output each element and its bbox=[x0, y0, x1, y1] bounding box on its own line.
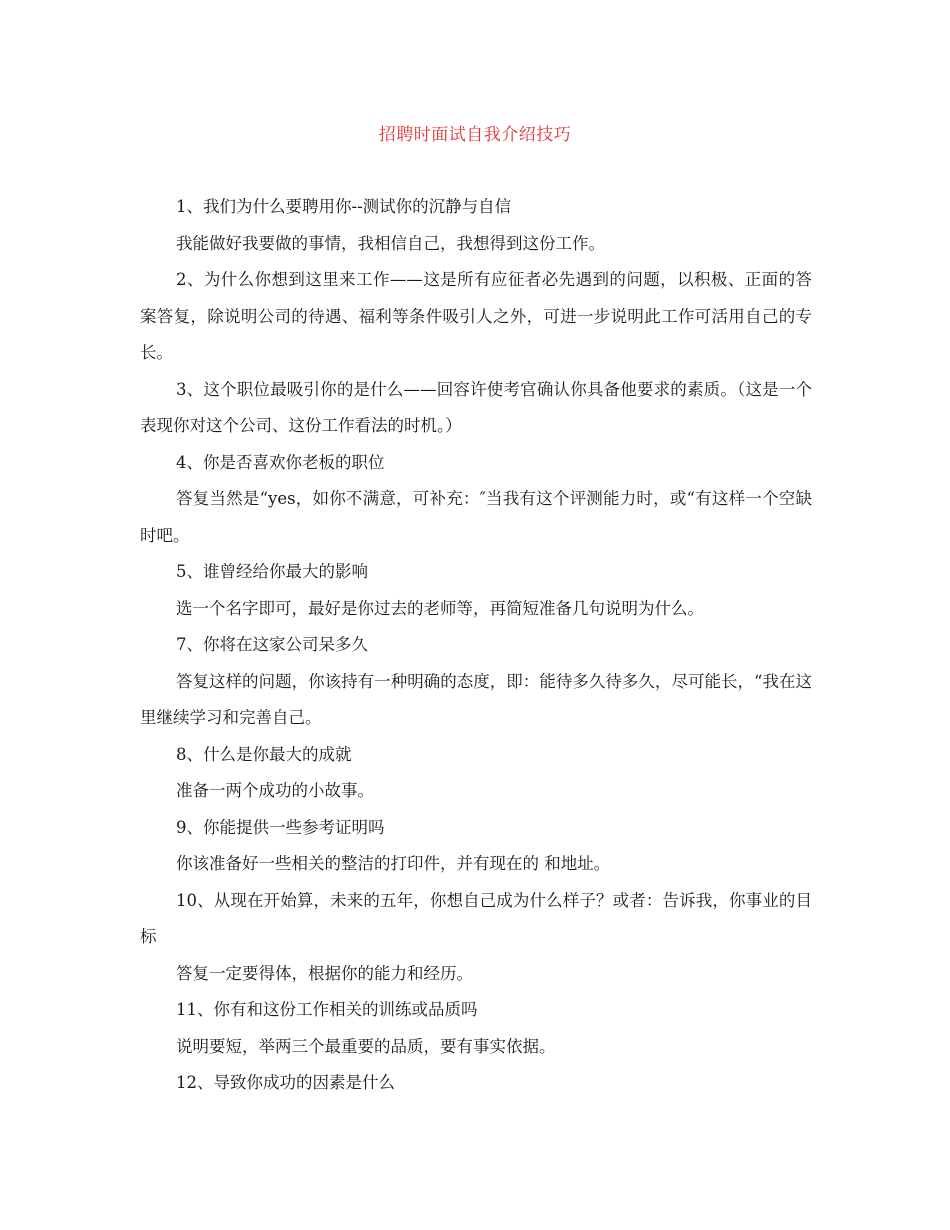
paragraph: 11、你有和这份工作相关的训练或品质吗 bbox=[176, 1000, 478, 1019]
paragraph: 说明要短，举两三个最重要的品质，要有事实依据。 bbox=[176, 1036, 556, 1056]
document-title: 招聘时面试自我介绍技巧 bbox=[378, 125, 572, 145]
paragraph: 12、导致你成功的因素是什么 bbox=[176, 1073, 395, 1092]
paragraph: 5、谁曾经给你最大的影响 bbox=[176, 562, 368, 581]
paragraph: 8、什么是你最大的成就 bbox=[176, 744, 352, 764]
paragraph: 答复当然是“yes，如你不满意，可补充：″当我有这个评测能力时，或“有这样一个空缺时吧。 bbox=[140, 489, 812, 545]
paragraph: 答复一定要得体，根据你的能力和经历。 bbox=[176, 963, 473, 983]
paragraph: 我能做好我要做的事情，我相信自己，我想得到这份工作。 bbox=[176, 233, 605, 253]
paragraph: 9、你能提供一些参考证明吗 bbox=[176, 817, 385, 837]
paragraph: 你该准备好一些相关的整洁的打印件，并有现在的 和地址。 bbox=[176, 854, 611, 873]
paragraph: 7、你将在这家公司呆多久 bbox=[176, 635, 368, 654]
paragraph: 准备一两个成功的小故事。 bbox=[176, 781, 374, 800]
paragraph: 答复这样的问题，你该持有一种明确的态度，即：能待多久待多久，尽可能长，“我在这里继续学习和完善自己。 bbox=[140, 671, 812, 727]
paragraph: 10、从现在开始算，未来的五年，你想自己成为什么样子？或者：告诉我，你事业的目标 bbox=[140, 890, 812, 946]
paragraph: 2、为什么你想到这里来工作——这是所有应征者必先遇到的问题，以积极、正面的答案答复，除说明公司的待遇、福利等条件吸引人之外，可进一步说明此工作可活用自己的专长。 bbox=[140, 270, 812, 362]
paragraph: 3、这个职位最吸引你的是什么——回容许使考官确认你具备他要求的素质。（这是一个表现你对这个公司、这份工作看法的时机。） bbox=[140, 379, 812, 435]
paragraph: 1、我们为什么要聘用你--测试你的沉静与自信 bbox=[176, 197, 512, 216]
paragraph: 选一个名字即可，最好是你过去的老师等，再简短准备几句说明为什么。 bbox=[176, 598, 704, 618]
document-body bbox=[140, 189, 812, 1102]
paragraph: 4、你是否喜欢你老板的职位 bbox=[176, 452, 385, 472]
